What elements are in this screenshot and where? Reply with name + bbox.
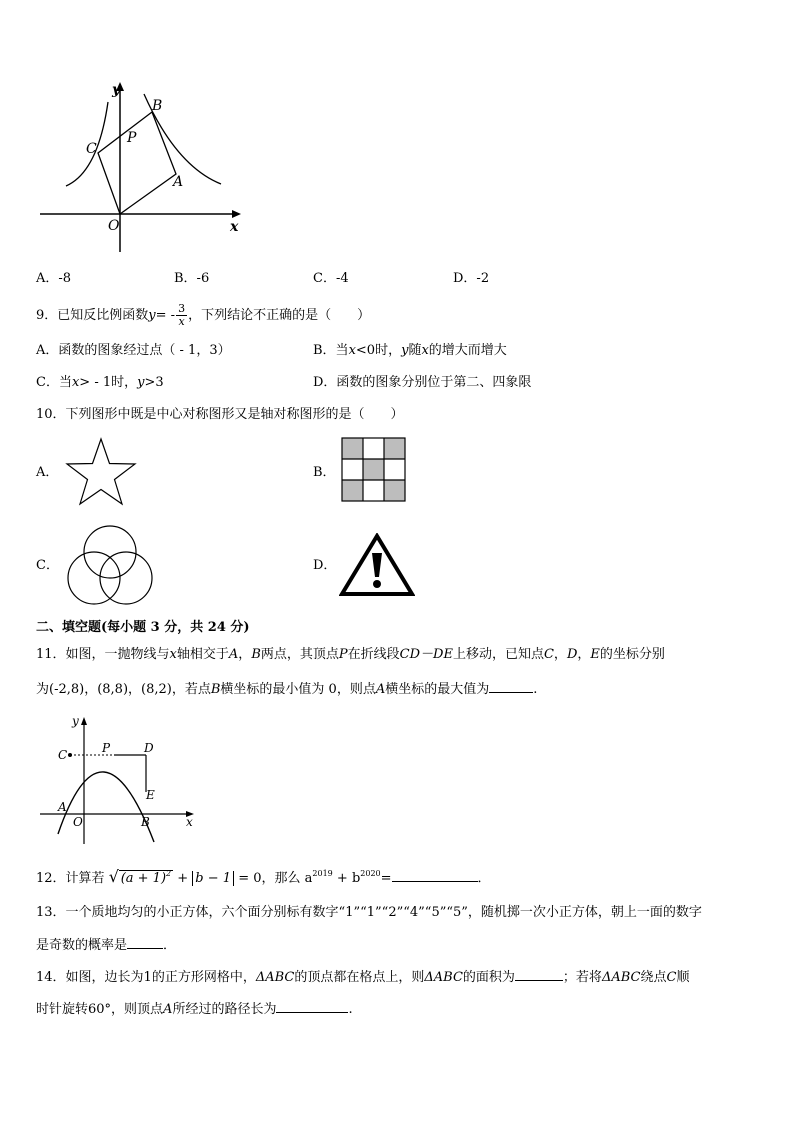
q12-end: ．	[477, 871, 491, 886]
q12-abs-body: b − 1	[195, 871, 232, 886]
q11-x: x	[169, 647, 177, 662]
q12-b-base: b	[351, 871, 361, 886]
q9-c-x: x	[71, 375, 80, 390]
q9-b-text3: 随	[408, 343, 422, 358]
q9-stem	[36, 303, 370, 329]
q11-label-b: B	[141, 815, 150, 829]
q11-t8: ，	[577, 647, 591, 662]
label-c: C	[86, 141, 97, 157]
q14-line2	[36, 1000, 353, 1019]
q9-option-d: D．函数的图象分别位于第二、四象限	[313, 375, 532, 390]
q11-t7: ，	[553, 647, 567, 662]
q11-parabola	[58, 772, 154, 842]
q11-E: E	[590, 647, 600, 662]
q10-label-c: C．	[36, 558, 59, 573]
q9-c-y: y	[137, 375, 145, 390]
q11-CDDE: CD－DE	[399, 647, 453, 662]
q12-sq: 2	[166, 869, 172, 878]
q11-B: B	[251, 647, 261, 662]
q12-plus: +	[177, 871, 189, 886]
q14-tri2: ΔABC	[424, 970, 463, 985]
label-p: P	[127, 130, 137, 146]
q11-t6: 上移动，已知点	[452, 647, 544, 662]
q11-line2	[36, 680, 537, 699]
q9-stem-pre: 9．已知反比例函数	[36, 308, 149, 323]
q11-label-y: y	[72, 714, 79, 728]
radical-sign: √	[108, 867, 119, 886]
label-b: B	[152, 98, 163, 114]
q11-label-c: C	[58, 748, 68, 762]
q12-b-exp: 2020	[360, 869, 381, 878]
q12-line	[36, 868, 491, 890]
grid-cell-center	[363, 459, 384, 480]
q13-l2-text: 是奇数的概率是	[36, 938, 128, 953]
square-oabc	[98, 112, 176, 214]
label-y: y	[112, 82, 121, 98]
q8-option-b: B．-6	[174, 271, 210, 286]
warning-figure	[339, 533, 415, 597]
label-o: O	[108, 218, 120, 234]
q11-label-p: P	[102, 741, 111, 755]
q9-fraction	[176, 303, 187, 328]
q9-func-y: y	[148, 308, 156, 323]
q11-t1: 11．如图，一抛物线与	[36, 647, 170, 662]
q9-b-text4: 的增大而增大	[428, 343, 507, 358]
q12-pre: 12．计算若	[36, 871, 105, 886]
q9-frac-num: 3	[178, 302, 186, 315]
q13-answer-blank[interactable]	[127, 936, 163, 949]
q12-eq: = 0	[238, 871, 262, 886]
q11-l2-t1: 为(-2,8)，(8,8)，(8,2)，若点	[36, 682, 211, 697]
q14-t5: 绕点	[640, 970, 667, 985]
q10-label-d: D．	[313, 558, 337, 573]
q9-c-text1: C．当	[36, 375, 72, 390]
star-figure	[64, 437, 138, 507]
q11-t3: ，	[238, 647, 252, 662]
q8-option-c: C．-4	[313, 271, 349, 286]
q9-c-text2: > - 1时，	[79, 375, 138, 390]
q14-t3: 的面积为	[462, 970, 515, 985]
q14-tri1: ΔABC	[255, 970, 295, 985]
q9-frac-den: x	[178, 315, 185, 328]
q11-D: D	[566, 647, 578, 662]
q10-label-a: A．	[36, 465, 59, 480]
q9-b-x2: x	[421, 343, 429, 358]
q11-t4: 两点，其顶点	[260, 647, 339, 662]
q8-figure	[36, 80, 256, 255]
q9-func-eq: = -	[155, 308, 176, 323]
q9-b-y: y	[401, 343, 409, 358]
section-heading: 二、填空题(每小题 3 分，共 24 分)	[36, 620, 250, 635]
grid-cell-br	[384, 480, 405, 501]
q12-plus2: +	[336, 871, 348, 886]
label-x: x	[230, 219, 239, 235]
q9-b-text1: B．当	[313, 343, 349, 358]
q13-line1: 13．一个质地均匀的小正方体，六个面分别标有数字“1”“1”“2”“4”“5”“5”，随机掷一次小正方体，朝上一面的数字	[36, 905, 702, 920]
q9-b-x1: x	[348, 343, 356, 358]
q11-label-x: x	[186, 815, 193, 829]
q11-point-c	[68, 753, 72, 757]
grid-cell-tr	[384, 438, 405, 459]
q11-t9: 的坐标分别	[599, 647, 665, 662]
q11-l2-B: B	[210, 682, 221, 697]
q14-t6: 顺	[676, 970, 690, 985]
q11-answer-blank[interactable]	[489, 680, 533, 693]
q14-t1: 14．如图，边长为1的正方形网格中，	[36, 970, 256, 985]
q11-A: A	[228, 647, 239, 662]
q11-l2-A: A	[375, 682, 386, 697]
q11-y-arrow	[81, 717, 87, 725]
q12-equals: =	[380, 871, 392, 886]
q14-l2-end: .	[348, 1002, 353, 1017]
q14-C: C	[666, 970, 677, 985]
grid-figure	[341, 437, 407, 503]
q9-b-text2: <0时，	[355, 343, 402, 358]
grid-cell-tl	[342, 438, 363, 459]
q11-C: C	[543, 647, 554, 662]
q11-l2-end: .	[533, 682, 538, 697]
q12-a-exp: 2019	[312, 869, 333, 878]
q14-line1	[36, 968, 689, 987]
q9-c-text3: >3	[144, 375, 164, 390]
exclamation-bar	[372, 553, 382, 577]
q9-stem-post: ，下列结论不正确的是（ ）	[188, 308, 371, 323]
q13-l2-end: ．	[163, 938, 177, 953]
q8-option-a: A．-8	[36, 271, 72, 286]
x-axis-arrow	[232, 210, 241, 218]
q14-t4: ；若将	[562, 970, 602, 985]
triquetra-figure	[62, 522, 158, 608]
q12-sqrt	[109, 868, 173, 890]
q13-line2	[36, 936, 176, 955]
q11-figure	[36, 712, 201, 847]
q12-then: ，那么	[261, 871, 301, 886]
q11-label-d: D	[144, 741, 154, 755]
q12-answer-blank[interactable]	[392, 869, 478, 882]
q11-l2-t2: 横坐标的最小值为 0，则点	[220, 682, 376, 697]
exclamation-dot	[373, 580, 381, 588]
q11-line1	[36, 646, 665, 664]
q8-option-d: D．-2	[453, 271, 490, 286]
q11-t2: 轴相交于	[176, 647, 229, 662]
q14-l2-t1: 时针旋转60°，则顶点	[36, 1002, 164, 1017]
label-a: A	[173, 174, 184, 190]
q14-l2-A: A	[163, 1002, 173, 1017]
q14-path-blank[interactable]	[276, 1000, 348, 1013]
q12-a-base: a	[304, 871, 313, 886]
q10-label-b: B．	[313, 465, 336, 480]
q14-l2-t2: 所经过的路径长为	[172, 1002, 277, 1017]
q12-sqrt-body: (a + 1)	[120, 871, 167, 886]
star-shape	[67, 439, 135, 504]
q9-option-b	[313, 342, 507, 360]
q11-P: P	[338, 647, 348, 662]
q11-label-o: O	[73, 815, 83, 829]
grid-cell-bl	[342, 480, 363, 501]
q11-label-a: A	[58, 800, 67, 814]
q9-option-c	[36, 374, 164, 392]
q14-tri3: ΔABC	[601, 970, 641, 985]
q11-label-e: E	[146, 788, 155, 802]
q12-abs	[192, 871, 234, 886]
q14-t2: 的顶点都在格点上，则	[294, 970, 425, 985]
q11-t5: 在折线段	[347, 647, 400, 662]
q10-stem: 10．下列图形中既是中心对称图形又是轴对称图形的是（ ）	[36, 407, 404, 422]
q11-l2-t3: 横坐标的最大值为	[385, 682, 490, 697]
q14-area-blank[interactable]	[515, 968, 563, 981]
q9-option-a: A．函数的图象经过点（ - 1，3）	[36, 343, 231, 358]
